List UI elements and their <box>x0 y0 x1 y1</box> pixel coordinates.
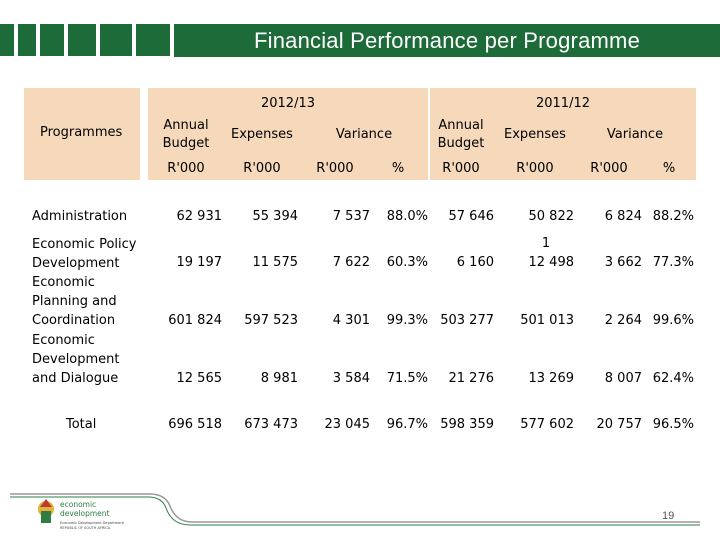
row-label-line: Coordination <box>32 313 116 328</box>
cell-expenses-2012: 8 981 <box>260 371 298 386</box>
row-label-line: Development <box>32 256 120 271</box>
row-label-line: Economic <box>32 333 95 348</box>
row-label-economic-development <box>32 331 120 388</box>
header-unit-variance-2: R'000 <box>590 161 628 176</box>
cell-expenses-2011: 577 602 <box>520 417 574 432</box>
cell-expenses-2012: 55 394 <box>252 209 298 224</box>
page-title: Financial Performance per Programme <box>253 28 641 53</box>
cell-expenses-2011-line2: 12 498 <box>528 255 574 270</box>
header-variance-2: Variance <box>606 127 664 142</box>
cell-variance-2012: 23 045 <box>324 417 370 432</box>
economic-development-logo <box>36 495 126 537</box>
header-expenses-2: Expenses <box>504 127 566 142</box>
cell-budget-2012: 12 565 <box>176 371 222 386</box>
row-label-economic-policy <box>32 235 136 273</box>
header-annual-2: Annual <box>438 118 484 133</box>
cell-pct-2012: 60.3% <box>386 255 428 270</box>
cell-pct-2011: 77.3% <box>652 255 694 270</box>
header-budget-2: Budget <box>437 136 485 151</box>
cell-budget-2012: 696 518 <box>168 417 222 432</box>
cell-pct-2011: 96.5% <box>652 417 694 432</box>
cell-pct-2012: 99.3% <box>386 313 428 328</box>
row-label-line: Economic <box>32 275 95 290</box>
cell-expenses-2011: 50 822 <box>528 209 574 224</box>
cell-variance-2012: 4 301 <box>332 313 370 328</box>
cell-budget-2011: 503 277 <box>440 313 494 328</box>
title-stripes <box>0 24 170 56</box>
cell-expenses-2012: 597 523 <box>244 313 298 328</box>
coat-of-arms-icon <box>36 495 126 537</box>
svg-text:economic: economic <box>60 500 97 509</box>
cell-variance-2011: 8 007 <box>604 371 642 386</box>
header-year-2011-12: 2011/12 <box>535 96 590 111</box>
row-label-administration: Administration <box>32 209 128 224</box>
header-pct-1: % <box>391 161 405 176</box>
cell-variance-2012: 7 537 <box>332 209 370 224</box>
cell-pct-2012: 71.5% <box>386 371 428 386</box>
cell-budget-2011: 21 276 <box>448 371 494 386</box>
cell-budget-2012: 62 931 <box>176 209 222 224</box>
title-bar <box>174 24 720 57</box>
header-unit-budget-1: R'000 <box>167 161 205 176</box>
header-unit-budget-2: R'000 <box>442 161 480 176</box>
cell-expenses-2011-line1: 1 <box>541 236 551 251</box>
header-pct-2: % <box>662 161 676 176</box>
cell-variance-2012: 7 622 <box>332 255 370 270</box>
cell-budget-2012: 19 197 <box>176 255 222 270</box>
header-annual-budget-2 <box>430 117 492 153</box>
cell-budget-2011: 57 646 <box>448 209 494 224</box>
cell-budget-2012: 601 824 <box>168 313 222 328</box>
svg-text:REPUBLIC OF SOUTH AFRICA: REPUBLIC OF SOUTH AFRICA <box>60 526 111 530</box>
page-number: 19 <box>662 510 675 522</box>
cell-expenses-2012: 673 473 <box>244 417 298 432</box>
row-label-line: Economic Policy <box>32 237 137 252</box>
cell-expenses-2011: 501 013 <box>520 313 574 328</box>
cell-variance-2011: 6 824 <box>604 209 642 224</box>
header-expenses-1: Expenses <box>231 127 293 142</box>
cell-variance-2011: 3 662 <box>604 255 642 270</box>
svg-text:Economic Development Departmen: Economic Development Department <box>60 521 124 525</box>
row-label-total: Total <box>66 417 97 432</box>
header-annual-1: Annual <box>163 118 209 133</box>
header-year-2012-13: 2012/13 <box>260 96 315 111</box>
header-annual-budget-1 <box>150 117 222 153</box>
header-variance-1: Variance <box>335 127 393 142</box>
cell-expenses-2011: 13 269 <box>528 371 574 386</box>
row-label-line: Planning and <box>32 294 117 309</box>
cell-pct-2011: 88.2% <box>652 209 694 224</box>
cell-expenses-2012: 11 575 <box>252 255 298 270</box>
cell-variance-2011: 20 757 <box>596 417 642 432</box>
cell-budget-2011: 598 359 <box>440 417 494 432</box>
cell-pct-2011: 62.4% <box>652 371 694 386</box>
header-programmes: Programmes <box>40 125 123 140</box>
header-unit-variance-1: R'000 <box>316 161 354 176</box>
cell-variance-2011: 2 264 <box>604 313 642 328</box>
header-unit-expenses-2: R'000 <box>516 161 554 176</box>
header-unit-expenses-1: R'000 <box>243 161 281 176</box>
row-label-line: Development <box>32 352 120 367</box>
row-label-line: and Dialogue <box>32 371 119 386</box>
header-budget-1: Budget <box>162 136 210 151</box>
cell-pct-2012: 88.0% <box>386 209 428 224</box>
cell-pct-2012: 96.7% <box>386 417 428 432</box>
svg-text:development: development <box>60 509 110 518</box>
cell-variance-2012: 3 584 <box>332 371 370 386</box>
cell-budget-2011: 6 160 <box>456 255 494 270</box>
cell-pct-2011: 99.6% <box>652 313 694 328</box>
row-label-economic-planning <box>32 273 117 330</box>
